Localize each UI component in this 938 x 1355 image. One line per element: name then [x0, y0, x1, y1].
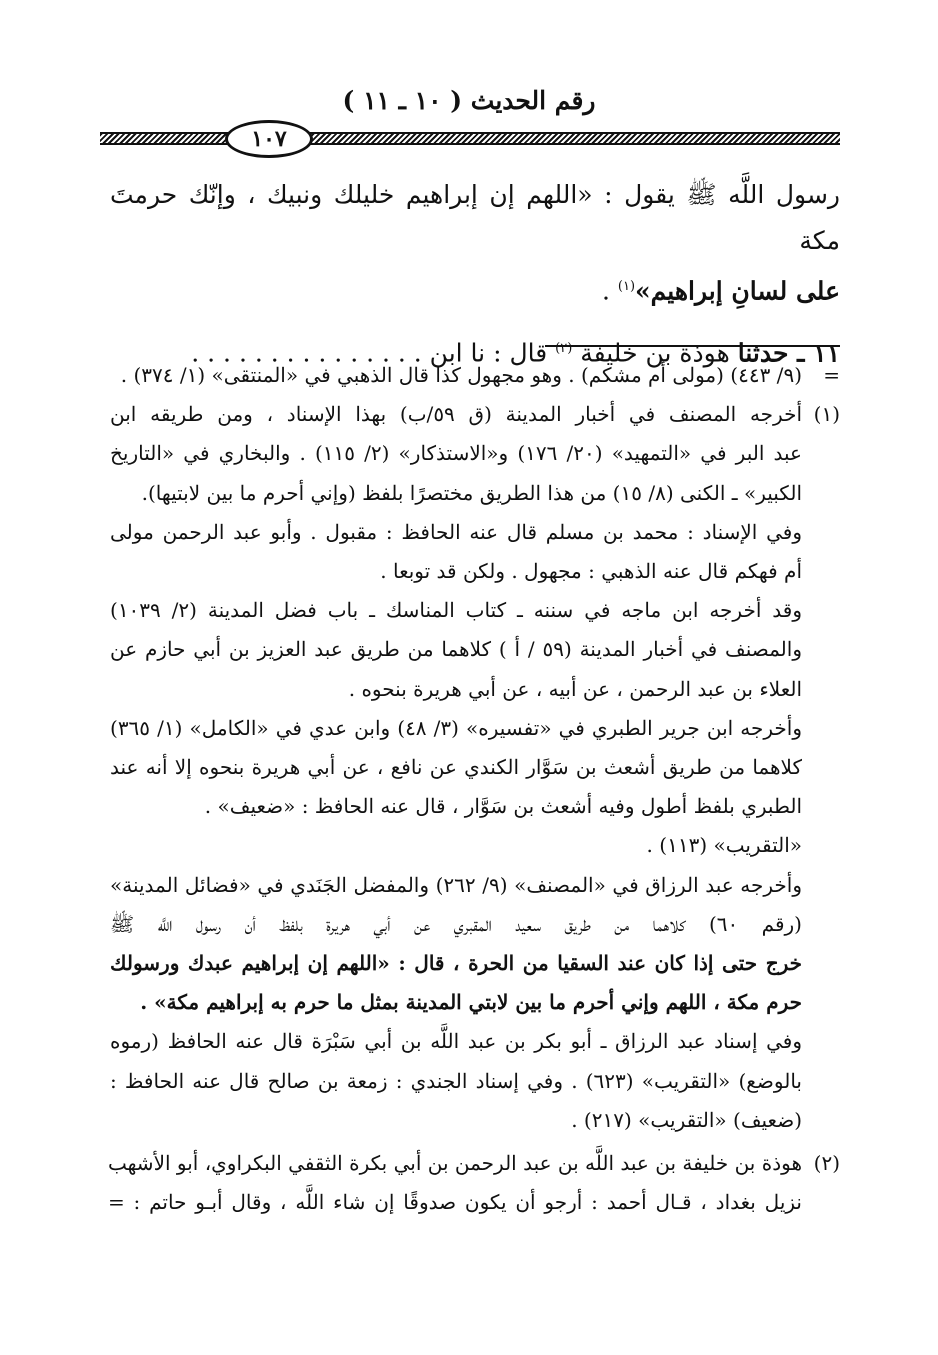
footnote-line: بالوضع) «التقريب» (٦٢٣) . وفي إسناد الجندي : زمعة بن صالح قال عنه الحافظ :: [110, 1068, 802, 1093]
footnote-line: وقد أخرجه ابن ماجه في سننه ـ كتاب المناسك ـ باب فضل المدينة (٢/ ١٠٣٩): [110, 598, 802, 623]
footnote-line: وفي إسناد عبد الرزاق ـ أبو بكر بن عبد اللَّه بن أبي سَبْرَة قال عنه الحافظ (رموه: [110, 1029, 802, 1054]
footnote-continuation: [110, 356, 840, 395]
footnote-line: وأخرجه عبد الرزاق في «المصنف» (٩/ ٢٦٢) والمفضل الجَنَدي في «فضائل المدينة»: [110, 872, 802, 897]
footnote-line: حرم مكة ، اللهم وإني أحرم ما بين لابتي المدينة بمثل ما حرم به إبراهيم مكة» .: [140, 990, 802, 1015]
main-line-2: [110, 264, 840, 314]
footnote-number: (١): [813, 402, 840, 427]
footnote-2: [107, 1144, 840, 1222]
hadith-range-header: رقم الحديث ( ١٠ ـ ١١ ): [342, 86, 596, 115]
main-line-2-tail: .: [601, 276, 618, 306]
footnote-ref-1: (١): [617, 279, 636, 294]
footnote-line: أخرجه المصنف في أخبار المدينة (ق ٥٩/ب) بهذا الإسناد ، ومن طريقه ابن: [110, 402, 802, 427]
footnote-line: نزيل بغداد ، قـال أحمد : أرجو أن يكون صدوقًا إن شاء اللَّه ، وقال أبـو حاتم : =: [107, 1190, 802, 1215]
footnote-line: الطبري بلفظ أطول وفيه أشعث بن سَوَّار ، قال عنه الحافظ : «ضعيف» .: [204, 794, 802, 819]
continuation-mark: =: [823, 363, 840, 387]
footnote-line: العلاء بن عبد الرحمن ، عن أبيه ، عن أبي هريرة بنحوه .: [348, 676, 802, 701]
footnote-line: والمصنف في أخبار المدينة (٥٩ / أ ) كلاهما من طريق عبد العزيز بن أبي حازم عن: [110, 637, 802, 662]
footnote-line: وأخرجه ابن جرير الطبري في «تفسيره» (٣/ ٤٨) وابن عدي في «الكامل» (١/ ٣٦٥): [110, 715, 802, 740]
footnote-line: «التقريب» (١١٣) .: [646, 833, 802, 858]
footnote-1: [110, 395, 840, 1140]
footnote-line: أم فهكم قال عنه الذهبي : مجهول . ولكن قد توبعا .: [380, 559, 802, 584]
footnote-divider: [545, 345, 840, 347]
main-line-2-text: على لسانِ إبراهيم»: [635, 276, 840, 306]
footnote-number: (٢): [813, 1151, 840, 1176]
page-number: ١٠٧: [225, 120, 313, 158]
footnote-line: (٩/ ٤٤٣) (مولى أم مشكم) . وهو مجهول كذا قال الذهبي في «المنتقى» (١/ ٣٧٤) .: [120, 363, 802, 387]
hadith-number: ١١ ـ حدثنا: [737, 338, 840, 368]
footnote-line: وفي الإسناد : محمد بن مسلم قال عنه الحافظ : مقبول . وأبو عبد الرحمن مولى: [110, 519, 802, 544]
footnote-line: الكبير» ـ الكنى (٨/ ١٥) من هذا الطريق مختصرًا بلفظ (وإني أحرم ما بين لابتيها).: [141, 480, 802, 505]
hadith-11-text: هوذة بن خليفة: [572, 338, 738, 368]
header-ornament: [100, 120, 840, 156]
main-line-1: [110, 172, 840, 264]
footnote-line: كلاهما من طريق أشعث بن سَوَّار الكندي عن نافع ، عن أبي هريرة بنحوه إلا أنه عند: [110, 755, 802, 780]
footnote-line: عبد البر في «التمهيد» (٢٠/ ١٧٦) و«الاستذكار» (٢/ ١١٥) . والبخاري في «التاريخ: [110, 441, 802, 466]
footnotes: [107, 356, 840, 1222]
ornament-bar-right: [312, 132, 840, 145]
hadith-11-tail: قال : نا ابن . . . . . . . . . . . . . . .: [191, 338, 556, 368]
main-line-1-text: رسول اللَّه ﷺ يقول : «اللهم إن إبراهيم خليلك ونبيك ، وإنّك حرمتَ مكة: [110, 180, 840, 255]
footnote-line: خرج حتى إذا كان عند السقيا من الحرة ، قال : «اللهم إن إبراهيم عبدك ورسولك: [110, 951, 802, 976]
footnote-line: (رقم ٦٠) كلاهما من طريق سعيد المقبري عن أبي هريرة بلفظ أن رسول اللَّه ﷺ: [110, 911, 802, 936]
footnote-ref-2: (٢): [555, 341, 573, 357]
footnote-line: هوذة بن خليفة بن عبد اللَّه بن عبد الرحمن بن أبي بكرة الثقفي البكراوي، أبو الأشهب: [107, 1151, 802, 1176]
footnote-line: (ضعيف) «التقريب» (٢١٧) .: [571, 1107, 802, 1132]
